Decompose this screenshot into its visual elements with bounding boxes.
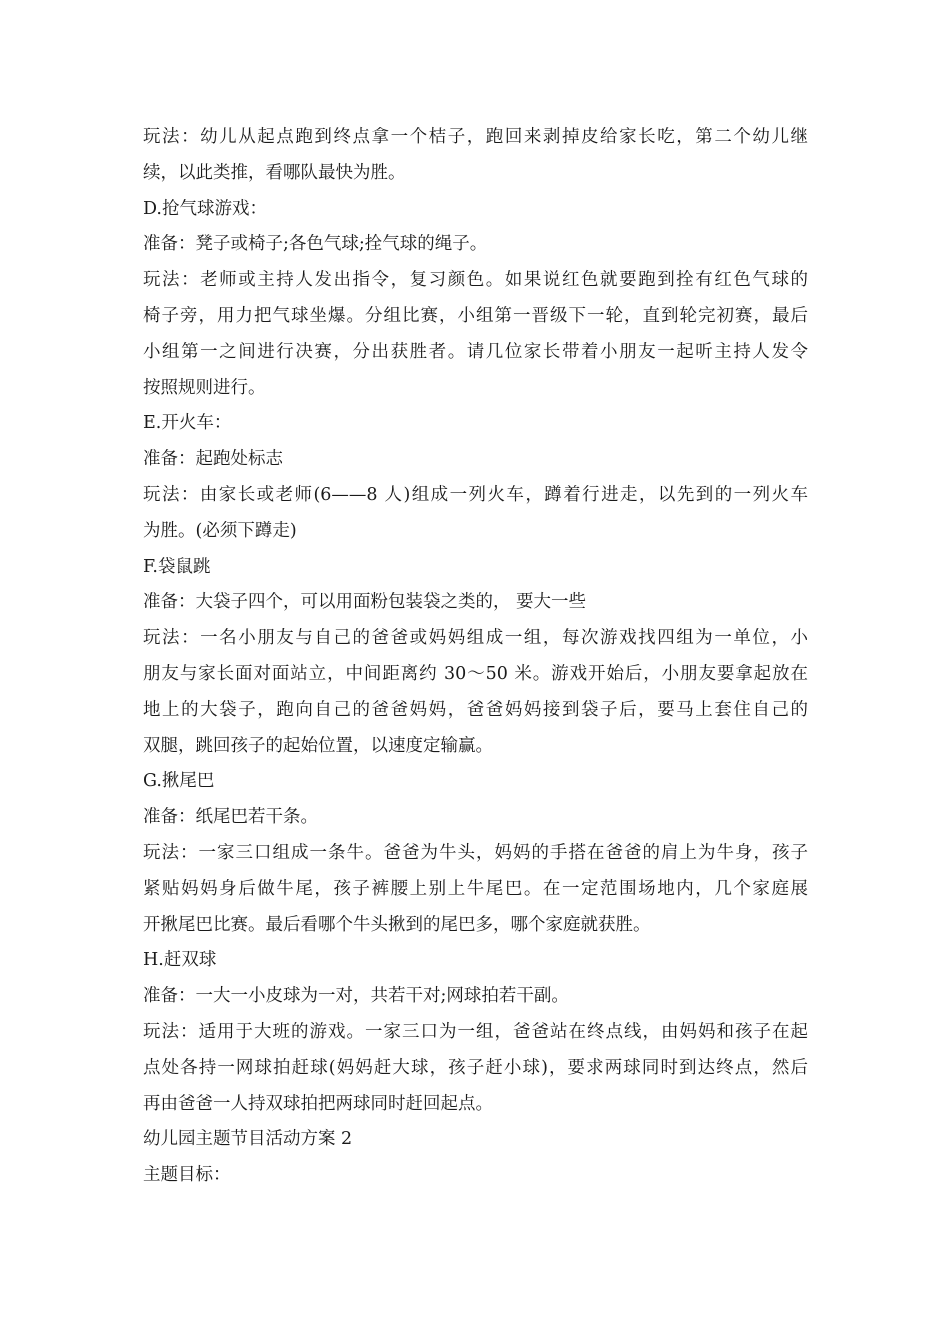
text-line: 点处各持一网球拍赶球(妈妈赶大球，孩子赶小球)，要求两球同时到达终点，然后: [143, 1057, 808, 1078]
text-line: 准备：凳子或椅子;各色气球;拴气球的绳子。: [143, 234, 488, 255]
text-line: 再由爸爸一人持双球拍把两球同时赶回起点。: [143, 1093, 493, 1114]
text-line: 准备：大袋子四个，可以用面粉包装袋之类的， 要大一些: [143, 592, 587, 613]
text-line: 开揪尾巴比赛。最后看哪个牛头揪到的尾巴多，哪个家庭就获胜。: [143, 914, 651, 935]
text-line: 为胜。(必须下蹲走): [143, 520, 297, 541]
text-line: 双腿，跳回孩子的起始位置，以速度定输赢。: [143, 735, 493, 756]
text-line: 主题目标：: [143, 1165, 231, 1186]
text-line: 续，以此类推，看哪队最快为胜。: [143, 162, 406, 183]
text-line: G.揪尾巴: [143, 771, 215, 792]
text-line: D.抢气球游戏：: [143, 198, 267, 219]
text-line: 玩法：一家三口组成一条牛。爸爸为牛头，妈妈的手搭在爸爸的肩上为牛身，孩子: [143, 842, 808, 863]
text-line: 紧贴妈妈身后做牛尾，孩子裤腰上别上牛尾巴。在一定范围场地内，几个家庭展: [143, 878, 808, 899]
text-line: F.袋鼠跳: [143, 556, 211, 577]
text-line: 幼儿园主题节目活动方案 2: [143, 1129, 353, 1150]
text-line: 玩法：适用于大班的游戏。一家三口为一组，爸爸站在终点线，由妈妈和孩子在起: [143, 1021, 808, 1042]
text-line: 地上的大袋子，跑向自己的爸爸妈妈，爸爸妈妈接到袋子后，要马上套住自己的: [143, 699, 808, 720]
text-line: 玩法：幼儿从起点跑到终点拿一个桔子，跑回来剥掉皮给家长吃，第二个幼儿继: [143, 127, 808, 147]
text-line: 椅子旁，用力把气球坐爆。分组比赛，小组第一晋级下一轮，直到轮完初赛，最后: [143, 305, 808, 326]
text-line: E.开火车：: [143, 413, 232, 434]
text-line: 按照规则进行。: [143, 377, 266, 398]
text-line: 准备：起跑处标志: [143, 449, 283, 470]
text-line: 朋友与家长面对面站立，中间距离约 30～50 米。游戏开始后，小朋友要拿起放在: [143, 663, 808, 684]
text-line: 玩法：老师或主持人发出指令，复习颜色。如果说红色就要跑到拴有红色气球的: [143, 270, 808, 291]
text-line: 玩法：一名小朋友与自己的爸爸或妈妈组成一组，每次游戏找四组为一单位，小: [143, 628, 808, 649]
text-line: 准备：一大一小皮球为一对，共若干对;网球拍若干副。: [143, 986, 569, 1007]
document-body: [143, 120, 808, 1194]
text-line: 准备：纸尾巴若干条。: [143, 807, 318, 828]
text-line: 玩法：由家长或老师(6——8 人)组成一列火车，蹲着行进走，以先到的一列火车: [143, 484, 808, 505]
text-line: 小组第一之间进行决赛，分出获胜者。请几位家长带着小朋友一起听主持人发令: [143, 341, 808, 362]
text-line: H.赶双球: [143, 950, 217, 971]
